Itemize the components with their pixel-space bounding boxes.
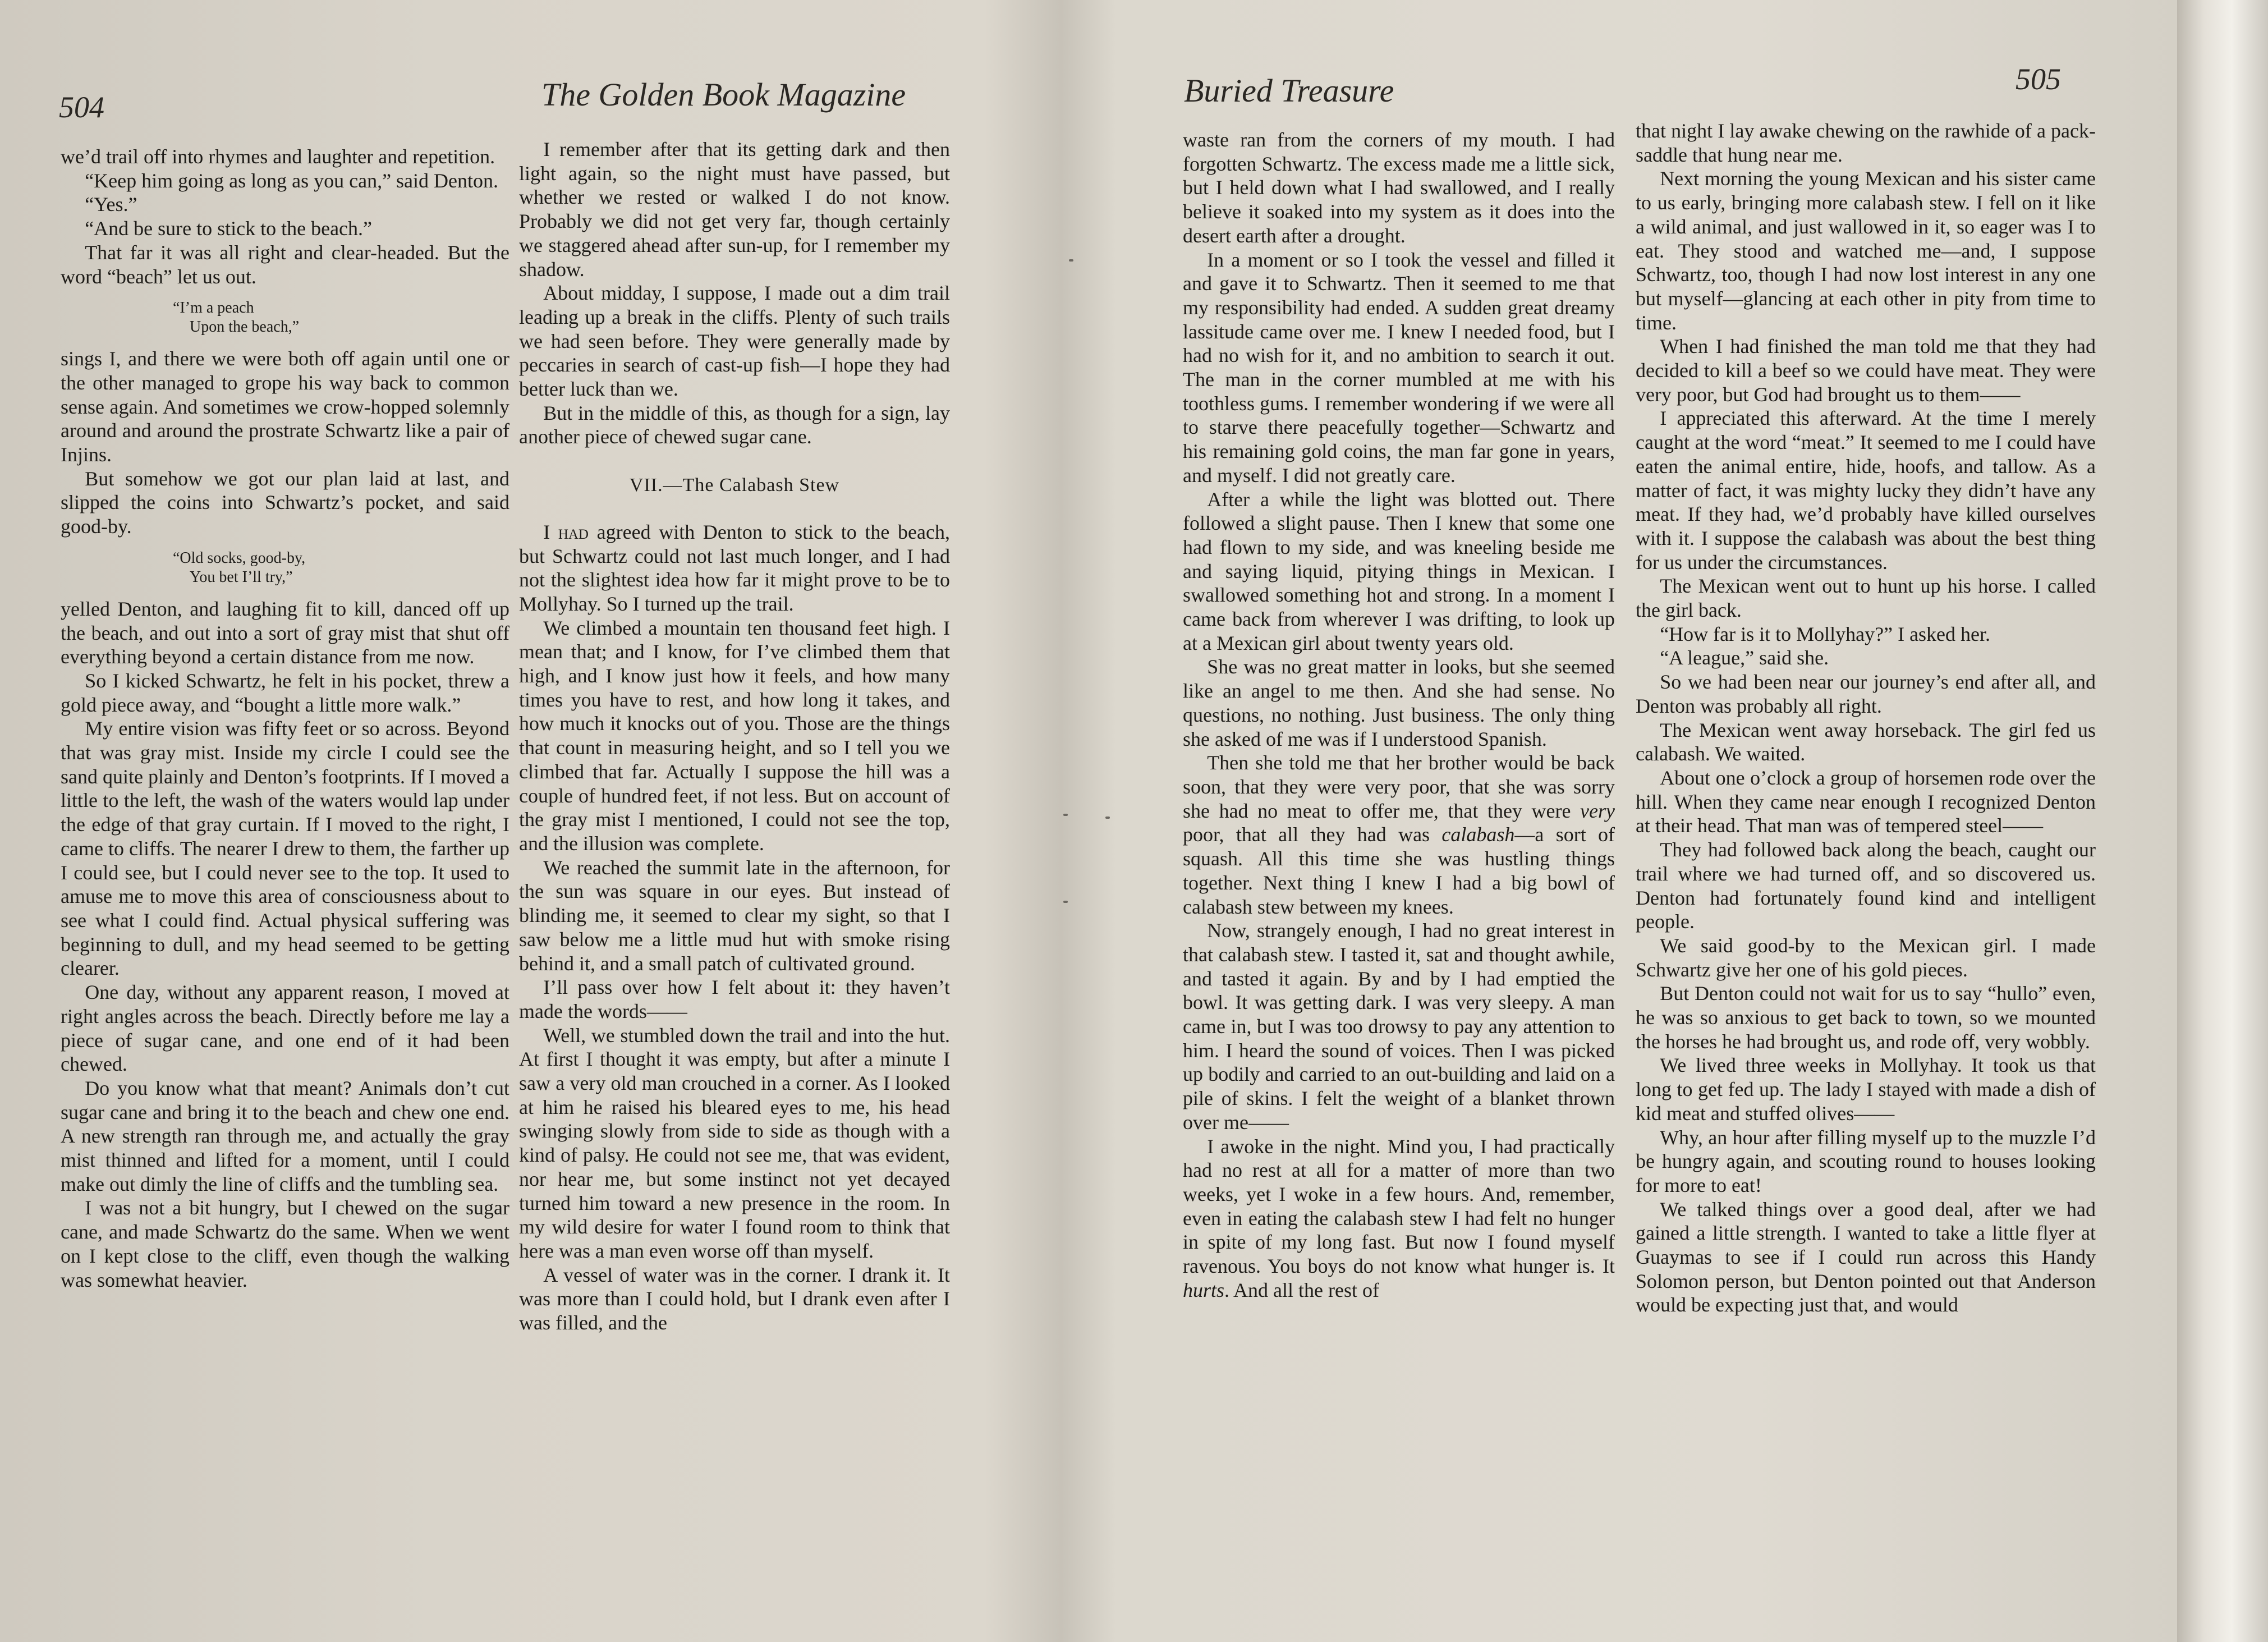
paragraph: She was no great matter in looks, but she seemed like an angel to me then. And she had sense. No questions, no nothing. Just business. The only thing she asked of me was if I understood Spanish. <box>1183 655 1615 750</box>
right-column-1 <box>1183 128 1615 1302</box>
paragraph-text: poor, that all they had was <box>1183 823 1442 846</box>
paragraph: So I kicked Schwartz, he felt in his pocket, threw a gold piece away, and “bought a little more walk.” <box>61 669 509 716</box>
paragraph: About one o’clock a group of horsemen rode over the hill. When they came near enough I recognized Denton at their head. That man was of tempered steel—— <box>1636 766 2096 837</box>
paragraph: We said good-by to the Mexican girl. I made Schwartz give her one of his gold pieces. <box>1636 934 2096 981</box>
paragraph: But somehow we got our plan laid at last, and slipped the coins into Schwartz’s pocket, and said good-by. <box>61 467 509 538</box>
page-number-left: 504 <box>59 90 104 124</box>
verse-line: You bet I’ll try,” <box>190 568 293 586</box>
paragraph <box>519 520 950 616</box>
paragraph: We climbed a mountain ten thousand feet high. I mean that; and I know, for I’ve climbed them that high, and I know just how it feels, and how many times you have to rest, and how long it takes, and how much it knocks out of you. Those are the things that count in measuring height, and so I tell you we climbed that far. Actually I suppose the hill was a couple of hundred feet, if not less. But on account of the gray mist I mentioned, I could not see the top, and the illusion was complete. <box>519 616 950 855</box>
paragraph: yelled Denton, and laughing fit to kill, danced off up the beach, and out into a sort of gray mist that shut off everything beyond a certain distance from me now. <box>61 597 509 668</box>
paragraph: Well, we stumbled down the trail and into the hut. At first I thought it was empty, but after a minute I saw a very old man crouched in a corner. As I looked at him he raised his bleared eyes to me, his head swinging slowly from side to side as though with a kind of palsy. He could not see me, that was evident, nor hear me, but some instinct not yet decayed turned him toward a new presence in the room. In my wild desire for water I found room to think that here was a man even worse off than myself. <box>519 1024 950 1262</box>
paragraph: Do you know what that meant? Animals don’t cut sugar cane and bring it to the beach and chew one end. A new strength ran through me, and actually the gray mist thinned and lifted for a moment, until I could make out dimly the line of cliffs and the tumbling sea. <box>61 1076 509 1195</box>
paragraph: One day, without any apparent reason, I moved at right angles across the beach. Directly before me lay a piece of sugar cane, and one end of it had been chewed. <box>61 981 509 1076</box>
paragraph: “Keep him going as long as you can,” said Denton. <box>85 169 499 192</box>
paragraph: After a while the light was blotted out. There followed a slight pause. Then I knew that some one had flown to my side, and was kneeling beside me and saying liquid, pitying things in Mexican. I swallowed something hot and strong. In a moment I came back from wherever I was drifting, to look up at a Mexican girl about twenty years old. <box>1183 488 1615 654</box>
verse-line: “I’m a peach <box>173 299 254 317</box>
paragraph-text: . And all the rest of <box>1224 1278 1379 1301</box>
paragraph: Now, strangely enough, I had no great interest in that calabash stew. I tasted it, sat and thought awhile, and tasted it again. By and by I had emptied the bowl. It was getting dark. I was very sleepy. A man came in, but I was too drowsy to pay any attention to him. I heard the sound of voices. Then I was picked up bodily and carried to an out-building and laid on a pile of skins. I felt the weight of a blanket thrown over me—— <box>1183 919 1615 1134</box>
gutter-speck <box>1105 817 1110 819</box>
paragraph: “Yes.” <box>85 193 137 216</box>
paragraph: that night I lay awake chewing on the rawhide of a pack-saddle that hung near me. <box>1636 120 2096 166</box>
paragraph: “A league,” said she. <box>1660 646 1829 669</box>
paragraph: I remember after that its getting dark and then light again, so the night must have passed, but whether we rested or walked I do not know. Probably we did not get very far, though certainly we staggered ahead after sun-up, for I remember my shadow. <box>519 138 950 281</box>
gutter-speck <box>1063 814 1068 816</box>
paragraph: About midday, I suppose, I made out a dim trail leading up a break in the cliffs. Plenty of such trails we had seen before. They were generally made by peccaries in search of cast-up fish—I hope they had better luck than we. <box>519 282 950 401</box>
gutter-speck <box>1063 901 1068 903</box>
verse-line: Upon the beach,” <box>190 318 300 336</box>
paragraph: “How far is it to Mollyhay?” I asked her. <box>1660 622 1991 645</box>
paragraph: But Denton could not wait for us to say “hullo” even, he was so anxious to get back to town, so we mounted the horses he had brought us, and rode off, very wobbly. <box>1636 982 2096 1053</box>
paragraph: My entire vision was fifty feet or so across. Beyond that was gray mist. Inside my circle I could see the sand quite plainly and Denton’s footprints. If I moved a little to the left, the wash of the waters would lap under the edge of that gray curtain. If I moved to the right, I came to cliffs. The nearer I drew to them, the farther up I could see, but I could never see to the top. It used to amuse me to move this area of consciousness about to see what I could find. Actual physical suffering was beginning to dull, and my head seemed to be getting clearer. <box>61 717 509 980</box>
paragraph <box>1183 1135 1615 1302</box>
left-column-1 <box>61 145 509 1292</box>
paragraph: So we had been near our journey’s end after all, and Denton was probably all right. <box>1636 671 2096 717</box>
paragraph: In a moment or so I took the vessel and filled it and gave it to Schwartz. Then it seemed to me that my responsibility had ended. A sudden great dreamy lassitude came over me. I knew I needed food, but I had no wish for it, and no ambition to search it out. The man in the corner mumbled at me with his toothless gums. I remember wondering if we were all to starve there peacefully together—Schwartz and his remaining gold coins, the man far gone in years, and myself. I did not greatly care. <box>1183 248 1615 487</box>
paragraph: The Mexican went away horseback. The girl fed us calabash. We waited. <box>1636 718 2096 765</box>
paragraph: The Mexican went out to hunt up his horse. I called the girl back. <box>1636 575 2096 622</box>
paragraph: I was not a bit hungry, but I chewed on the sugar cane, and made Schwartz do the same. When we went on I kept close to the cliff, even though the walking was somewhat heavier. <box>61 1196 509 1291</box>
paragraph: we’d trail off into rhymes and laughter and repetition. <box>61 145 495 168</box>
paragraph: sings I, and there we were both off again until one or the other managed to grope his way back to common sense again. And sometimes we crow-hopped solemnly around and around the prostrate Schwartz like a pair of Injins. <box>61 347 509 466</box>
paragraph-text: Then she told me that her brother would be back soon, that they were very poor, that she was sorry she had no meat to offer me, that they were <box>1183 751 1615 822</box>
paragraph <box>1183 751 1615 919</box>
paragraph: They had followed back along the beach, caught our trail where we had turned off, and so discovered us. Denton had fortunately found kind and intelligent people. <box>1636 838 2096 933</box>
section-heading: VII.—The Calabash Stew <box>629 475 840 496</box>
left-column-2 <box>519 137 950 1335</box>
paragraph: I appreciated this afterward. At the time I merely caught at the word “meat.” It seemed to me I could have eaten the animal entire, hide, hoofs, and tallow. As a matter of fact, it was mighty lucky they didn’t have any meat. If they had, we’d probably have killed ourselves with it. I suppose the calabash was about the best thing for us under the circumstances. <box>1636 407 2096 574</box>
emphasis: hurts <box>1183 1278 1225 1301</box>
paragraph: That far it was all right and clear-headed. But the word “beach” let us out. <box>61 241 509 288</box>
page-stack-edge <box>2177 0 2268 1642</box>
running-head-right: Buried Treasure <box>1184 72 1394 109</box>
paragraph: I’ll pass over how I felt about it: they haven’t made the words—— <box>519 976 950 1022</box>
paragraph: Next morning the young Mexican and his sister came to us early, bringing more calabash stew. I fell on it like a wild animal, and just wallowed in it, so eager was I to eat. They stood and watched me—and, I suppose Schwartz, too, though I had now lost interest in any one but myself—glancing at each other in pity from time to time. <box>1636 167 2096 334</box>
paragraph: waste ran from the corners of my mouth. I had forgotten Schwartz. The excess made me a little sick, but I held down what I had swallowed, and I really believe it soaked into my system as it does into the desert earth after a drought. <box>1183 129 1615 247</box>
page-number-right: 505 <box>2016 62 2061 96</box>
verse-quote <box>173 549 509 587</box>
right-column-2 <box>1636 119 2096 1317</box>
verse-quote <box>173 299 509 337</box>
paragraph-text: agreed with Denton to stick to the beach, but Schwartz could not last much longer, and I had not the slightest idea how far it might prove to be to Mollyhay. So I turned up the trail. <box>519 520 950 615</box>
paragraph-text: I awoke in the night. Mind you, I had practically had no rest at all for a matter of more than two weeks, yet I woke in a few hours. And, remember, even in eating the calabash stew I had felt no hunger in spite of my long fast. But now I found myself ravenous. You boys do not know what hunger is. It <box>1183 1135 1615 1278</box>
paragraph: But in the middle of this, as though for a sign, lay another piece of chewed sugar cane. <box>519 401 950 448</box>
drop-lead: I had <box>543 520 589 543</box>
paragraph: We talked things over a good deal, after we had gained a little strength. I wanted to take a little flyer at Guaymas to see if I could run across this Handy Solomon person, but Denton pointed out that Anderson would be expecting just that, and would <box>1636 1198 2096 1317</box>
paragraph: A vessel of water was in the corner. I drank it. It was more than I could hold, but I drank even after I was filled, and the <box>519 1263 950 1334</box>
paragraph-text: —a sort of squash. All this time she was hustling things together. Next thing I knew I had a big bowl of calabash stew between my knees. <box>1183 823 1615 918</box>
emphasis: very <box>1580 799 1615 822</box>
gutter-speck <box>1069 259 1073 262</box>
paragraph: When I had finished the man told me that they had decided to kill a beef so we could have meat. They were very poor, but God had brought us to them—— <box>1636 335 2096 406</box>
paragraph: Why, an hour after filling myself up to the muzzle I’d be hungry again, and scouting round to houses looking for more to eat! <box>1636 1126 2096 1196</box>
paragraph: “And be sure to stick to the beach.” <box>85 217 373 240</box>
paragraph: We reached the summit late in the afternoon, for the sun was square in our eyes. But instead of blinding me, it seemed to clear my sight, so that I saw below me a little mud hut with smoke rising behind it, and a small patch of cultivated ground. <box>519 856 950 975</box>
emphasis: calabash <box>1441 823 1515 846</box>
paragraph: We lived three weeks in Mollyhay. It took us that long to get fed up. The lady I stayed with made a dish of kid meat and stuffed olives—— <box>1636 1054 2096 1125</box>
running-head-left: The Golden Book Magazine <box>541 76 906 113</box>
verse-line: “Old socks, good-by, <box>173 549 306 567</box>
